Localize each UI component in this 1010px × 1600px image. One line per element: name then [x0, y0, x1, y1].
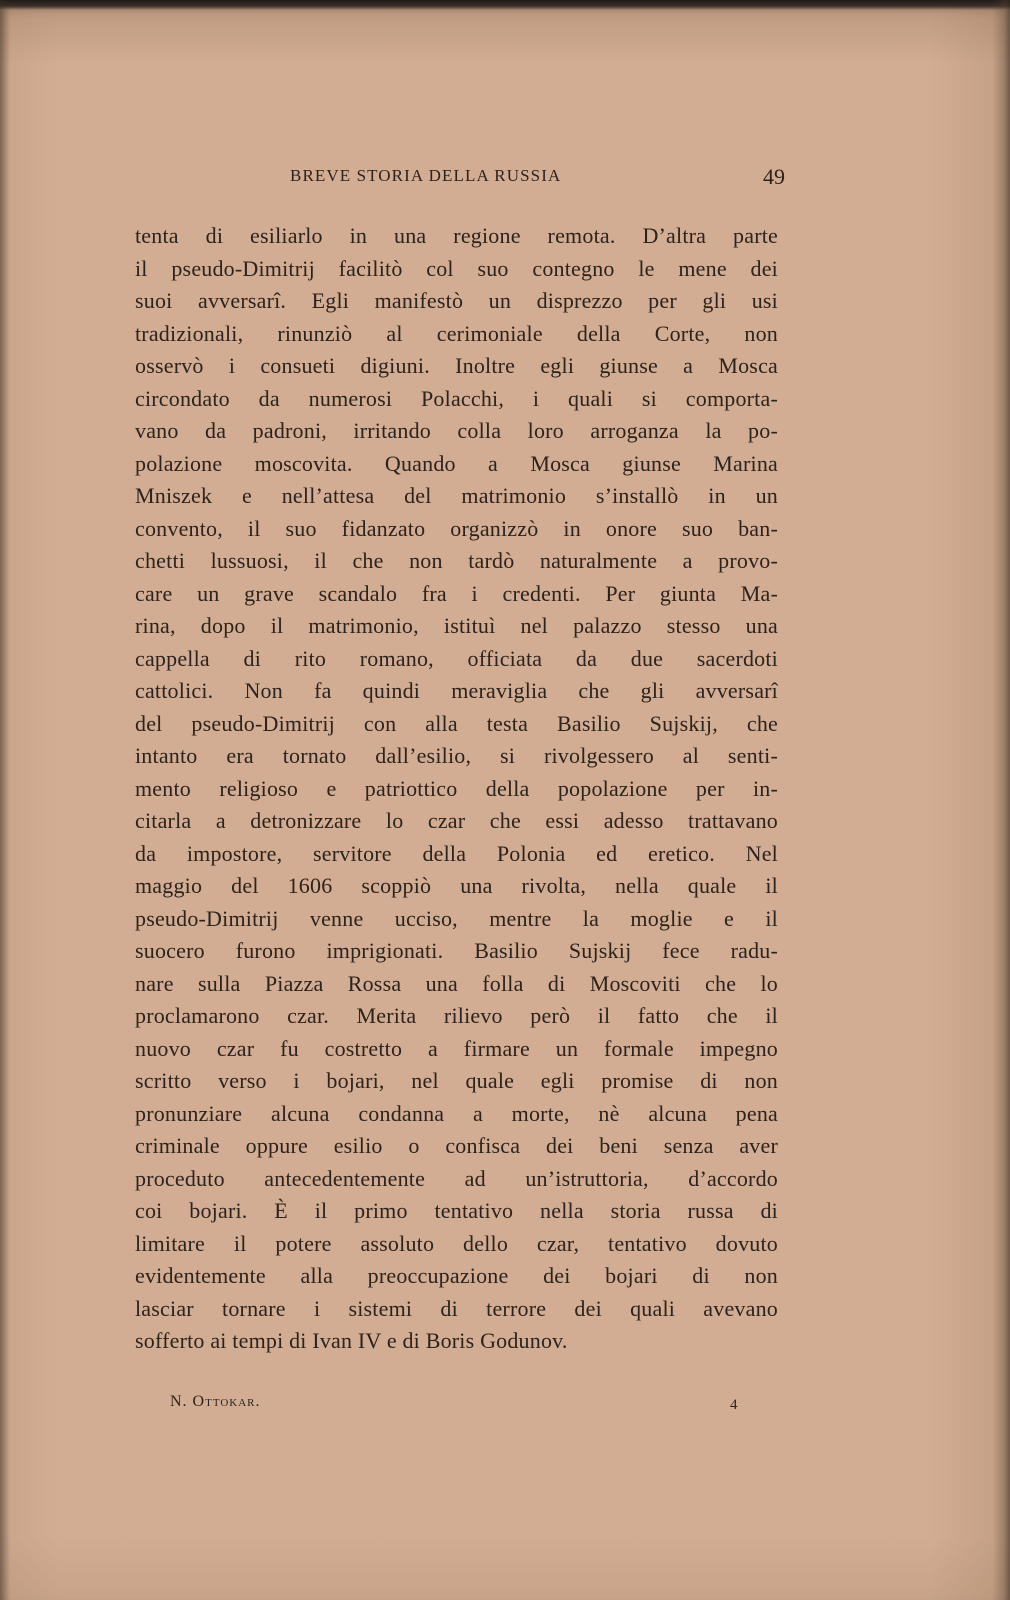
text-line: tradizionali, rinunziò al cerimoniale della Corte, non — [135, 320, 778, 346]
text-line: care un grave scandalo fra i credenti. Per giunta Ma- — [135, 580, 778, 606]
text-line: mento religioso e patriottico della popolazione per in- — [135, 775, 778, 801]
text-line: scritto verso i bojari, nel quale egli promise di non — [135, 1068, 778, 1093]
running-title: BREVE STORIA DELLA RUSSIA — [290, 166, 562, 185]
text-line: proceduto antecedentemente ad un’istruttoria, d’accordo — [135, 1165, 778, 1191]
text-line: proclamarono czar. Merita rilievo però il fatto che il — [135, 1003, 778, 1028]
text-line: nare sulla Piazza Rossa una folla di Moscoviti che lo — [135, 970, 778, 996]
text-line: del pseudo-Dimitrij con alla testa Basilio Sujskij, che — [135, 710, 778, 736]
text-line: Mniszek e nell’attesa del matrimonio s’installò in un — [135, 483, 778, 508]
page-footer — [170, 1393, 750, 1417]
text-line: osservò i consueti digiuni. Inoltre egli giunse a Mosca — [135, 353, 778, 378]
text-line: circondato da numerosi Polacchi, i quali si comporta- — [135, 385, 778, 411]
page-left-shadow — [0, 0, 10, 1600]
text-line: intanto era tornato dall’esilio, si rivolgessero al senti- — [135, 743, 778, 768]
text-line: evidentemente alla preoccupazione dei bojari di non — [135, 1263, 778, 1288]
page-right-edge — [992, 0, 1010, 1600]
text-line: cattolici. Non fa quindi meraviglia che gli avversarî — [135, 678, 778, 703]
text-line: polazione moscovita. Quando a Mosca giunse Marina — [135, 450, 778, 476]
text-line: chetti lussuosi, il che non tardò naturalmente a provo- — [135, 548, 778, 573]
text-line: suoi avversarî. Egli manifestò un disprezzo per gli usi — [135, 288, 778, 313]
text-line: cappella di rito romano, officiata da due sacerdoti — [135, 645, 778, 671]
text-line: citarla a detronizzare lo czar che essi adesso trattavano — [135, 808, 778, 833]
text-line: convento, il suo fidanzato organizzò in onore suo ban- — [135, 515, 778, 541]
text-line: sofferto ai tempi di Ivan IV e di Boris Godunov. — [135, 1328, 568, 1353]
page-header — [135, 164, 785, 192]
text-line: nuovo czar fu costretto a firmare un formale impegno — [135, 1035, 778, 1061]
text-line: limitare il potere assoluto dello czar, tentativo dovuto — [135, 1230, 778, 1256]
text-line: lasciar tornare i sistemi di terrore dei quali avevano — [135, 1295, 778, 1321]
page-top-shadow — [0, 0, 1010, 10]
text-line: da impostore, servitore della Polonia ed eretico. Nel — [135, 840, 778, 866]
text-line: coi bojari. È il primo tentativo nella storia russa di — [135, 1198, 778, 1223]
text-line: criminale oppure esilio o confisca dei beni senza aver — [135, 1133, 778, 1158]
text-line: suocero furono imprigionati. Basilio Sujskij fece radu- — [135, 938, 778, 963]
text-line: pronunziare alcuna condanna a morte, nè alcuna pena — [135, 1100, 778, 1126]
text-line: pseudo-Dimitrij venne ucciso, mentre la moglie e il — [135, 905, 778, 931]
page-number: 49 — [763, 164, 785, 189]
signature-mark: 4 — [730, 1397, 738, 1413]
text-line: vano da padroni, irritando colla loro arroganza la po- — [135, 418, 778, 443]
text-line: maggio del 1606 scoppiò una rivolta, nella quale il — [135, 873, 778, 898]
text-line: tenta di esiliarlo in una regione remota. D’altra parte — [135, 223, 778, 248]
text-line: il pseudo-Dimitrij facilitò col suo contegno le mene dei — [135, 255, 778, 281]
body-text — [135, 220, 778, 1358]
text-line: rina, dopo il matrimonio, istituì nel palazzo stesso una — [135, 613, 778, 638]
author-signature: N. Ottokar. — [170, 1393, 261, 1410]
